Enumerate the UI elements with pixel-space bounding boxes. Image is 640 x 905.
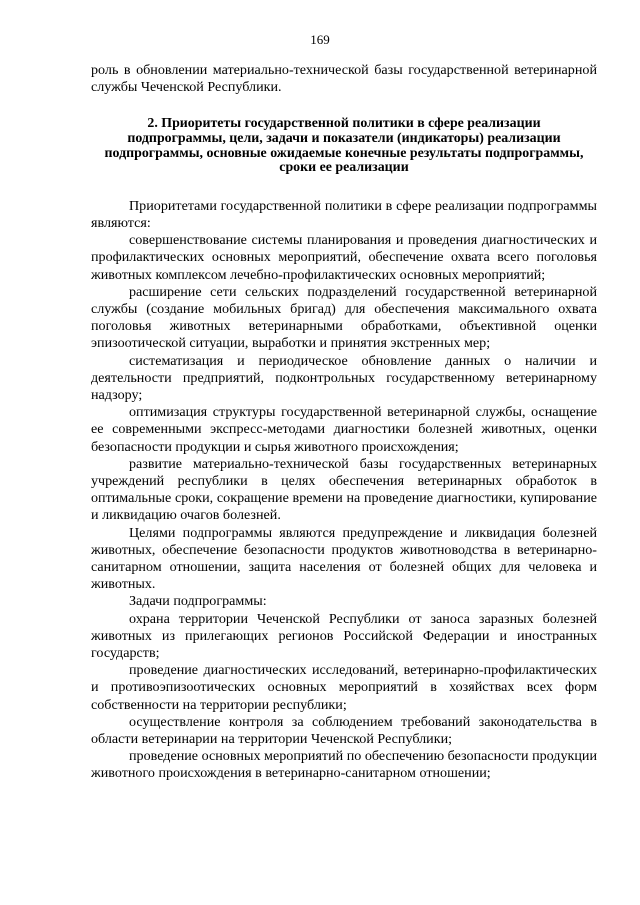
paragraph-development: развитие материально-технической базы государственных ветеринарных учреждений республики в целях обеспечения ветеринарных обработок в оптимальные сроки, сокращение времени на проведение диагностики, купирование и ликвидацию очагов болезней. bbox=[91, 455, 597, 524]
document-body bbox=[91, 62, 597, 783]
paragraph-planning: совершенствование системы планирования и проведения диагностических и профилактических основных мероприятий, обеспечение охвата всего поголовья животных комплексом лечебно-профилактических основных мероприятий; bbox=[91, 232, 597, 283]
paragraph-systematization: систематизация и периодическое обновление данных о наличии и деятельности предприятий, подконтрольных государственному ветеринарному надзору; bbox=[91, 352, 597, 404]
page-number: 169 bbox=[310, 32, 330, 47]
paragraph-diagnostics: проведение диагностических исследований, ветеринарно-профилактических и противоэпизоотических основных мероприятий в хозяйствах всех форм собственности на территории республики; bbox=[91, 662, 597, 713]
paragraph-network-expansion: расширение сети сельских подразделений государственной ветеринарной службы (создание мобильных бригад) для обеспечения максимального охвата поголовья животных ветеринарными обработками, объективной оценки эпизоотической ситуации, выработки и принятия экстренных мер; bbox=[91, 283, 597, 352]
paragraph-territory-protection: охрана территории Чеченской Республики от заноса заразных болезней животных из прилегающих регионов Российской Федерации и иностранных государств; bbox=[91, 610, 597, 662]
paragraph-priorities: Приоритетами государственной политики в сфере реализации подпрограммы являются: bbox=[91, 197, 597, 231]
paragraph-control: осуществление контроля за соблюдением требований законодательства в области ветеринарии на территории Чеченской Республики; bbox=[91, 713, 597, 748]
paragraph-goals: Целями подпрограммы являются предупреждение и ликвидация болезней животных, обеспечение безопасности продуктов животноводства в ветеринарно-санитарном отношении, защита населения от болезней общих для человека и животных. bbox=[91, 524, 597, 593]
intro-paragraph: роль в обновлении материально-технической базы государственной ветеринарной службы Чеченской Республики. bbox=[91, 62, 597, 96]
paragraph-tasks-heading: Задачи подпрограммы: bbox=[129, 593, 267, 610]
paragraph-optimization: оптимизация структуры государственной ветеринарной службы, оснащение ее современными экспресс-методами диагностики болезней животных, оценки безопасности продукции и сырья животного происхождения; bbox=[91, 404, 597, 455]
paragraph-safety-measures: проведение основных мероприятий по обеспечению безопасности продукции животного происхождения в ветеринарно-санитарном отношении; bbox=[91, 748, 597, 782]
section-heading: 2. Приоритеты государственной политики в сфере реализации подпрограммы, цели, задачи и показатели (индикаторы) реализации подпрограммы, основные ожидаемые конечные результаты подпрограммы, сроки ее реализации bbox=[104, 116, 584, 176]
